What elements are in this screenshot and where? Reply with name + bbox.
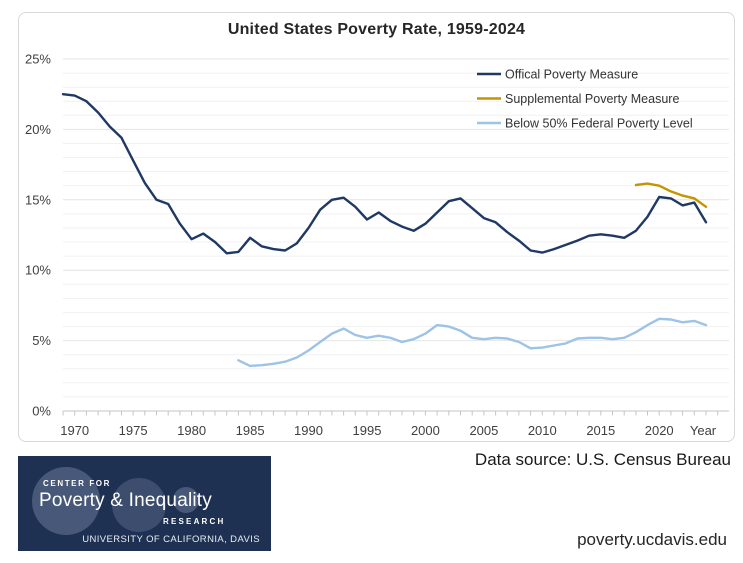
logo-research-text: RESEARCH: [163, 517, 226, 526]
y-tick-label: 5%: [32, 333, 51, 349]
x-tick-label: 2005: [469, 423, 499, 438]
legend-label-1: Supplemental Poverty Measure: [505, 91, 680, 106]
logo-cpir: [18, 456, 271, 551]
logo-title-text: Poverty & Inequality: [39, 490, 212, 511]
legend-label-2: Below 50% Federal Poverty Level: [505, 116, 693, 131]
poverty-chart-svg: [19, 13, 733, 440]
y-tick-label: 20%: [24, 121, 51, 137]
x-tick-label: 2015: [586, 423, 616, 438]
y-tick-label: 25%: [24, 51, 51, 67]
x-tick-label: 2020: [644, 423, 674, 438]
y-tick-label: 15%: [24, 192, 51, 208]
logo-university-text: UNIVERSITY OF CALIFORNIA, DAVIS: [82, 534, 260, 545]
y-tick-label: 10%: [24, 262, 51, 278]
x-tick-label: 2010: [527, 423, 557, 438]
x-axis-title: Year: [689, 423, 717, 438]
logo-center-for-text: CENTER FOR: [43, 479, 111, 488]
x-tick-label: 1980: [177, 423, 207, 438]
x-tick-label: 2000: [410, 423, 440, 438]
x-tick-label: 1970: [60, 423, 90, 438]
website-url: poverty.ucdavis.edu: [577, 530, 727, 549]
x-tick-label: 1995: [352, 423, 382, 438]
x-tick-label: 1990: [294, 423, 323, 438]
series-line-2: [238, 319, 706, 366]
x-tick-label: 1975: [118, 423, 148, 438]
x-tick-label: 1985: [235, 423, 265, 438]
y-tick-label: 0%: [32, 403, 51, 419]
chart-title: United States Poverty Rate, 1959-2024: [227, 21, 526, 38]
legend-label-0: Offical Poverty Measure: [505, 67, 639, 82]
chart-card: [18, 12, 735, 442]
data-source-text: Data source: U.S. Census Bureau: [474, 450, 731, 469]
